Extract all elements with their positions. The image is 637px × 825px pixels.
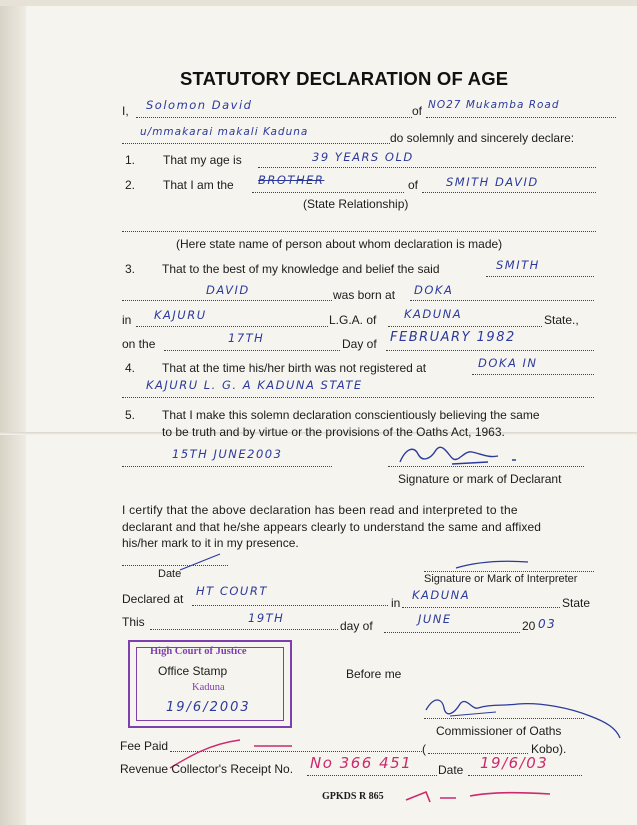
this-day-of-label: day of (340, 619, 373, 633)
relation-value: BROTHER (258, 173, 325, 187)
date-label: Date (158, 568, 182, 580)
date-mark (176, 550, 226, 574)
item-3-text: That to the best of my knowledge and belief the said (162, 262, 440, 276)
item-5-text-1: That I make this solemn declaration conscientiously believing the same (162, 408, 540, 422)
declare-text: do solemnly and sincerely declare: (390, 131, 575, 145)
born-at-value: DOKA (414, 283, 454, 297)
receipt-number: No 366 451 (310, 754, 413, 772)
paper-edge-top (0, 0, 637, 6)
this-month: JUNE (418, 612, 452, 626)
item-5-text-2: to be truth and by virtue or the provisions of the Oaths Act, 1963. (162, 425, 505, 439)
registered-place-2: KAJURU L. G. A KADUNA STATE (146, 378, 363, 392)
office-stamp-label: Office Stamp (158, 664, 228, 678)
month-line (386, 350, 594, 351)
age-line (258, 167, 596, 168)
town-line (136, 326, 328, 327)
kobo-open: ( (422, 742, 426, 756)
receipt-date: 19/6/03 (480, 754, 549, 772)
address-line (426, 117, 616, 118)
declared-place: HT COURT (196, 584, 268, 598)
declaration-date: 15TH JUNE2003 (172, 447, 283, 461)
item-3-num: 3. (125, 262, 136, 276)
state-label: State., (544, 313, 579, 327)
page-title: STATUTORY DECLARATION OF AGE (180, 68, 509, 89)
receipt-number-line (307, 775, 437, 776)
item-4-text: That at the time his/her birth was not registered at (162, 361, 427, 375)
declared-state: KADUNA (412, 588, 471, 602)
said-name-2: DAVID (206, 283, 250, 297)
name2-line (122, 300, 332, 301)
registered-line-2 (122, 397, 594, 398)
registered-line (472, 374, 594, 375)
day-value: 17TH (228, 331, 265, 345)
lga-label: L.G.A. of (329, 313, 377, 327)
day-line (164, 350, 340, 351)
form-code: GPKDS R 865 (322, 791, 384, 802)
born-label: was born at (333, 288, 396, 302)
declarant-address: NO27 Mukamba Road (428, 99, 560, 111)
this-day: 19TH (248, 611, 285, 625)
stamp-city-text: Kaduna (192, 682, 225, 693)
month-year-value: FEBRUARY 1982 (390, 330, 516, 345)
person-value: SMITH DAVID (446, 175, 539, 189)
lga-line (388, 326, 542, 327)
said-name-1: SMITH (496, 258, 540, 272)
declarant-sig-label: Signature or mark of Declarant (398, 472, 562, 486)
said-line (486, 276, 594, 277)
decl-date-line (122, 466, 332, 467)
year-prefix: 20 (522, 619, 536, 633)
declarant-prefix: I, (122, 104, 129, 118)
declared-state-line (402, 607, 560, 608)
stamp-court-text: High Court of Justice (150, 646, 247, 657)
receipt-date-line (468, 775, 582, 776)
declarant-name: Solomon David (146, 98, 253, 112)
in-label: in (122, 313, 132, 327)
certify-line-2: declarant and that he/she appears clearly to understand the same and affixed (122, 520, 541, 534)
relation-note: (State Relationship) (303, 197, 409, 211)
item-1-text: That my age is (163, 153, 242, 167)
declared-at-line (192, 605, 388, 606)
interpreter-mark (452, 556, 532, 574)
relation-line (252, 192, 404, 193)
registered-place: DOKA IN (478, 356, 538, 370)
on-label: on the (122, 337, 156, 351)
receipt-label: Revenue Collector's Receipt No. (120, 762, 294, 776)
declarant-signature (392, 440, 532, 470)
fee-paid-label: Fee Paid (120, 739, 169, 753)
item-1-num: 1. (125, 153, 136, 167)
this-label: This (122, 615, 145, 629)
address2-line (122, 143, 390, 144)
stamp-date: 19/6/2003 (166, 700, 251, 715)
declarant-name-line (136, 117, 412, 118)
blank-line (122, 231, 596, 232)
certify-line-3: his/her mark to it in my presence. (122, 536, 299, 550)
declared-at-label: Declared at (122, 592, 184, 606)
this-day-line (150, 629, 338, 630)
born-line (410, 300, 594, 301)
of-label: of (412, 104, 423, 118)
age-value: 39 YEARS OLD (312, 150, 414, 164)
kobo-label: Kobo). (531, 742, 567, 756)
declarant-address-2: u/mmakarai makali Kaduna (140, 126, 309, 138)
item-4-num: 4. (125, 361, 136, 375)
year-suffix: 03 (538, 617, 557, 631)
declared-state-label: State (562, 596, 591, 610)
person-line (422, 192, 596, 193)
declared-in-label: in (391, 596, 401, 610)
paper-edge-left (0, 0, 26, 825)
item-5-num: 5. (125, 408, 136, 422)
town-value: KAJURU (154, 308, 207, 322)
receipt-date-label: Date (438, 763, 464, 777)
office-stamp (128, 640, 292, 728)
before-me-label: Before me (346, 667, 402, 681)
commissioner-label: Commissioner of Oaths (436, 724, 562, 738)
day-of-label: Day of (342, 337, 377, 351)
commissioner-line (424, 718, 584, 719)
interpreter-sig-label: Signature or Mark of Interpreter (424, 573, 578, 585)
lga-state-value: KADUNA (404, 307, 463, 321)
this-month-line (384, 632, 520, 633)
item-2-text: That I am the (163, 178, 234, 192)
person-note: (Here state name of person about whom declaration is made) (176, 237, 503, 251)
item-2-of: of (408, 178, 419, 192)
certify-line-1: I certify that the above declaration has been read and interpreted to the (122, 503, 518, 517)
footer-mark (400, 786, 560, 808)
item-2-num: 2. (125, 178, 136, 192)
